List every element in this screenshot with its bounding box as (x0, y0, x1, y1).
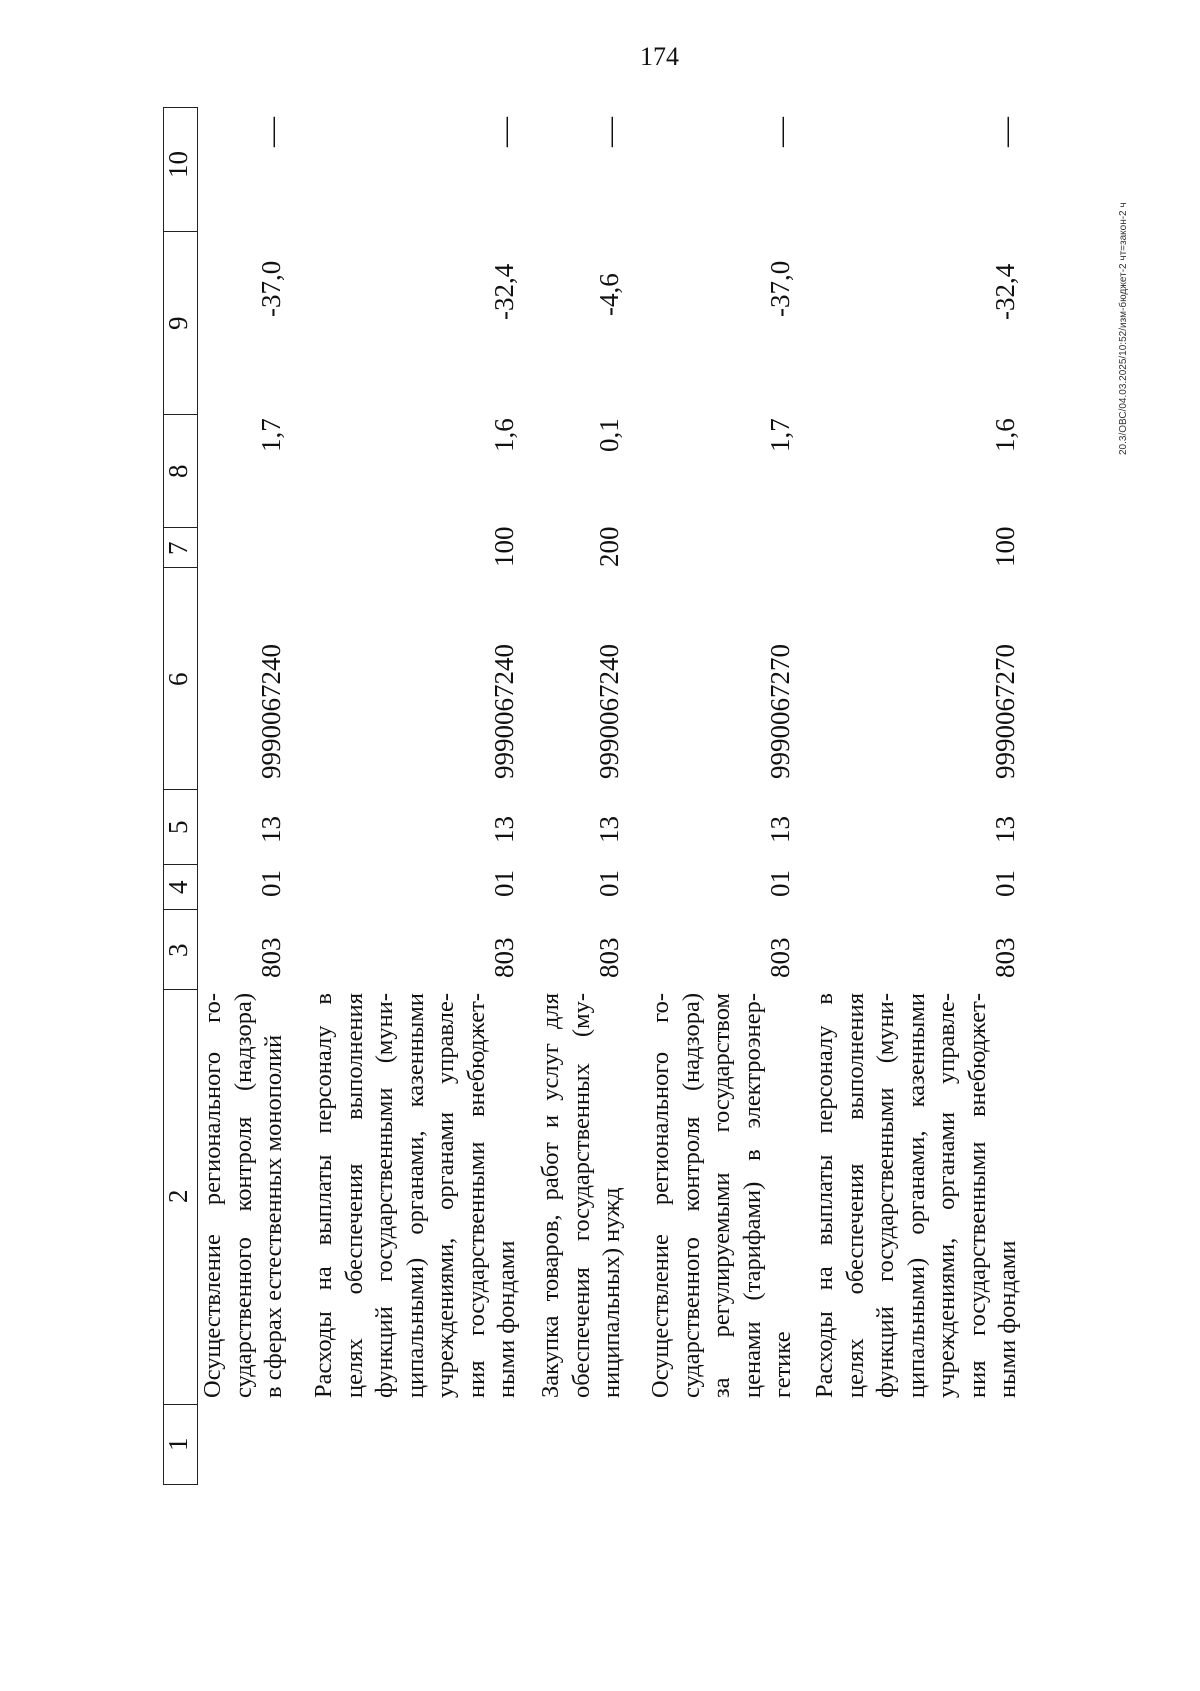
row2-desc-line: ными фондами (493, 1240, 520, 1398)
row1-col9: -37,0 (256, 260, 286, 317)
row1-desc-line: в сферах естественных монополий (260, 1034, 287, 1398)
header-col-9: 9 (163, 316, 193, 330)
row1-col5: 13 (256, 816, 286, 843)
row2-col7: 100 (489, 526, 519, 567)
header-right-border (163, 107, 198, 108)
row2-col3: 803 (489, 937, 519, 978)
page-number: 174 (640, 42, 679, 71)
row2-desc-line: ния государственными внебюджет- (462, 993, 490, 1398)
header-divider (163, 1404, 198, 1405)
row1-col8: 1,7 (256, 418, 286, 452)
row5-desc-line: ными фондами (994, 1240, 1021, 1398)
header-col-8: 8 (163, 464, 193, 478)
row4-desc-line: Осуществление регионального го- (647, 993, 674, 1398)
row5-desc-line: ния государственными внебюджет- (963, 993, 991, 1398)
row1-col3: 803 (256, 937, 286, 978)
row3-desc-line: ниципальных) нужд (598, 1187, 625, 1398)
row5-desc-line: ципальными) органами, казенными (902, 993, 930, 1398)
row4-col9: -37,0 (765, 260, 795, 317)
row3-col5: 13 (594, 816, 624, 843)
row4-col10: — (764, 117, 797, 147)
row4-desc-line: за регулируемыми государством (708, 993, 735, 1398)
header-divider (163, 789, 198, 790)
header-divider (163, 864, 198, 865)
row1-desc-line: сударственного контроля (надзора) (229, 993, 257, 1398)
row3-col10: — (593, 117, 626, 147)
row2-col10: — (488, 117, 521, 147)
row2-col5: 13 (489, 816, 519, 843)
row2-desc-line: Расходы на выплаты персоналу в (310, 993, 337, 1398)
header-divider (163, 989, 198, 990)
header-top-border (163, 108, 164, 1485)
row1-desc-line: Осуществление регионального го- (199, 993, 226, 1398)
row4-desc-line: ценами (тарифами) в электроэнер- (738, 993, 766, 1398)
row5-col3: 803 (990, 937, 1020, 978)
row5-desc-line: Расходы на выплаты персоналу в (811, 993, 838, 1398)
header-col-4: 4 (163, 880, 193, 894)
row3-desc-line: обеспечения государственных (му- (567, 993, 595, 1398)
row5-col10: — (989, 117, 1022, 147)
row3-col3: 803 (594, 937, 624, 978)
row3-col9: -4,6 (594, 273, 624, 316)
row5-col6: 9990067270 (990, 644, 1020, 779)
row3-desc-line: Закупка товаров, работ и услуг для (537, 993, 564, 1398)
row4-col8: 1,7 (765, 418, 795, 452)
header-left-border (163, 1484, 198, 1485)
row5-col8: 1,6 (990, 418, 1020, 452)
row2-desc-line: ципальными) органами, казенными (401, 993, 429, 1398)
header-col-2: 2 (163, 1189, 193, 1203)
row3-col8: 0,1 (594, 418, 624, 452)
row5-col9: -32,4 (990, 263, 1020, 320)
header-divider (163, 231, 198, 232)
row3-col4: 01 (594, 870, 624, 897)
row2-col6: 9990067240 (489, 644, 519, 779)
row4-col4: 01 (765, 870, 795, 897)
row1-col4: 01 (256, 870, 286, 897)
footer-stamp: 20.3/ОВС/04.03.2025/10:52/изм-бюджет-2 чт=закон-2 ч (1118, 202, 1129, 455)
header-col-7: 7 (163, 541, 193, 555)
header-col-10: 10 (163, 151, 193, 178)
row1-col6: 9990067240 (256, 644, 286, 779)
row3-col6: 9990067240 (594, 644, 624, 779)
row5-col5: 13 (990, 816, 1020, 843)
row2-col4: 01 (489, 870, 519, 897)
row5-desc-line: учреждениями, органами управле- (933, 993, 960, 1398)
header-divider (163, 414, 198, 415)
row4-col3: 803 (765, 937, 795, 978)
row2-desc-line: учреждениями, органами управле- (432, 993, 459, 1398)
header-col-5: 5 (163, 820, 193, 834)
row5-desc-line: функций государственными (муни- (872, 993, 899, 1398)
row2-desc-line: целях обеспечения выполнения (340, 993, 368, 1398)
row4-col6: 9990067270 (765, 644, 795, 779)
row2-col9: -32,4 (489, 263, 519, 320)
row2-desc-line: функций государственными (муни- (371, 993, 398, 1398)
row5-col7: 100 (990, 526, 1020, 567)
row5-col4: 01 (990, 870, 1020, 897)
row2-col8: 1,6 (489, 418, 519, 452)
header-col-6: 6 (163, 672, 193, 686)
row4-desc-line: сударственного контроля (надзора) (677, 993, 705, 1398)
row4-desc-line: гетике (769, 1331, 796, 1398)
row1-col10: — (255, 117, 288, 147)
header-col-3: 3 (163, 943, 193, 957)
header-divider (163, 567, 198, 568)
row5-desc-line: целях обеспечения выполнения (841, 993, 869, 1398)
header-divider (163, 909, 198, 910)
row4-col5: 13 (765, 816, 795, 843)
header-divider (163, 527, 198, 528)
row3-col7: 200 (594, 526, 624, 567)
header-col-1: 1 (163, 1437, 193, 1451)
